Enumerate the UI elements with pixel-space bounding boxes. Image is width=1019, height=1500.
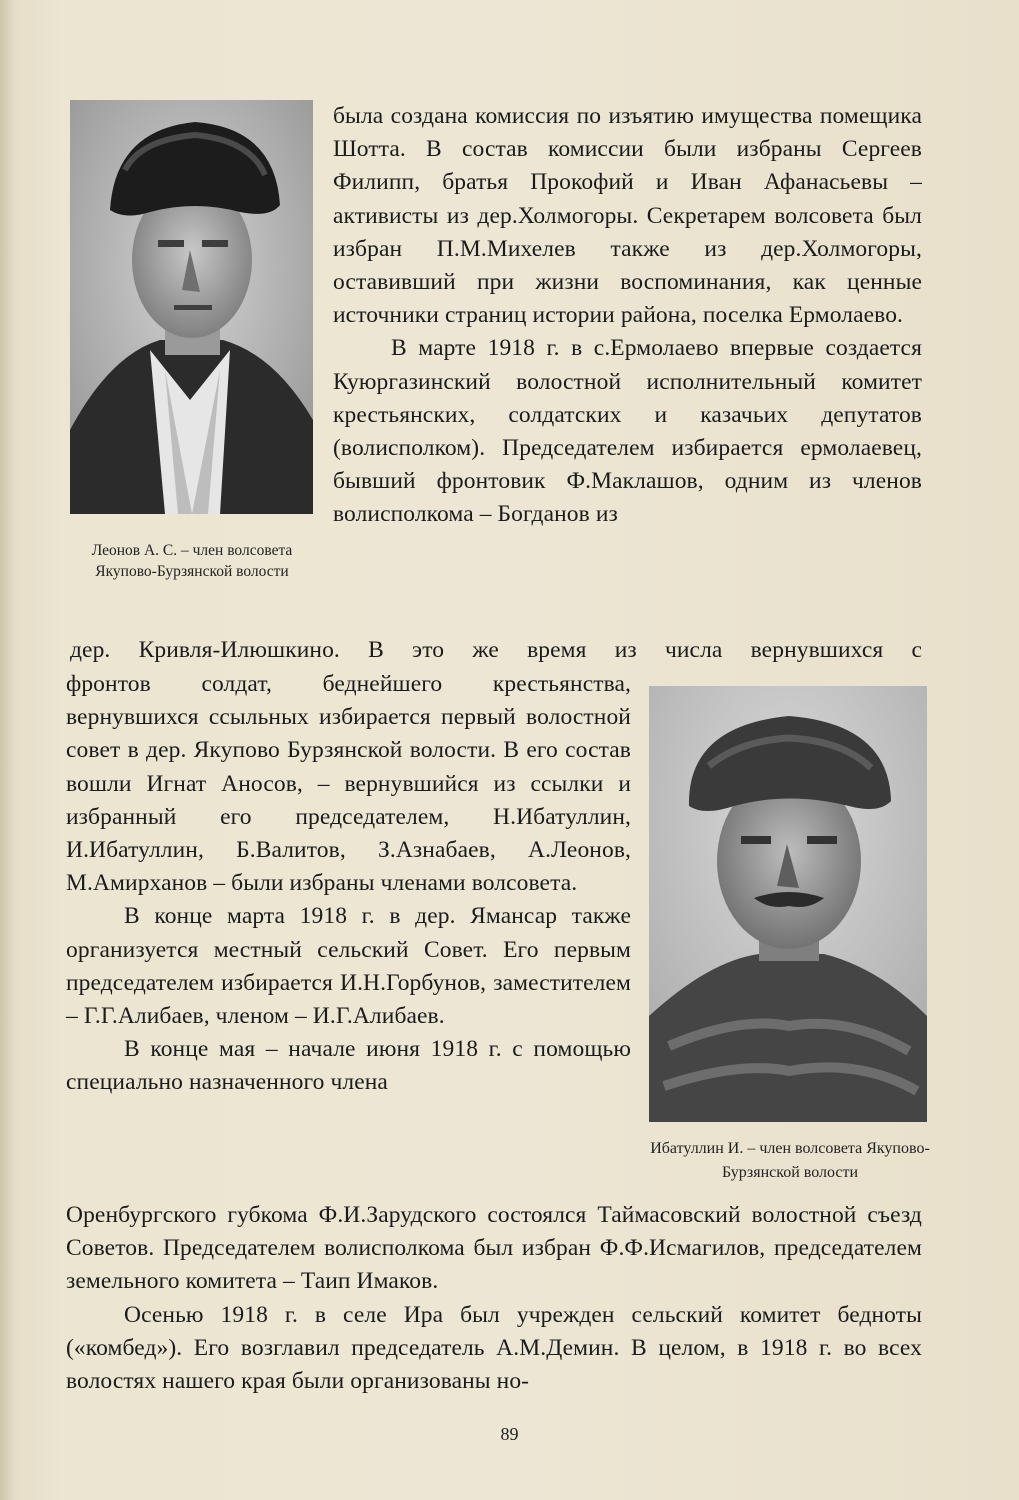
paragraph-2-continued: дер. Кривля-Илюшкино. В это же время из числа вернувшихся с	[70, 637, 922, 663]
ibatullin-photo-caption: Ибатуллин И. – член волсовета Якупово-Бурзянской волости	[650, 1140, 930, 1181]
paragraph-5: В конце мая – начале июня 1918 г. с помощью специально назначенного члена	[66, 1036, 631, 1096]
paragraph-4: В конце марта 1918 г. в дер. Ямансар также организуется местный сельский Совет. Его первым председателем избирается И.Н.Горбунов, заместителем – Г.Г.Алибаев, членом – И.Г.Алибаев.	[66, 903, 631, 1030]
ibatullin-portrait-photo	[649, 686, 927, 1122]
text-fullwidth-bottom	[66, 1199, 922, 1398]
paragraph-3: фронтов солдат, беднейшего крестьянства, вернувшихся ссыльных избирается первый волостной совет в дер. Якупово Бурзянской волости. В его состав вошли Игнат Аносов, – вернувшийся из ссылки и избранный его председателем, Н.Ибатуллин, И.Ибатуллин, Б.Валитов, З.Азнабаев, А.Леонов, М.Амирханов – были избраны членами волсовета.	[66, 671, 631, 897]
portrait-photo-man-in-cap-icon	[649, 686, 927, 1122]
page-binding-shadow	[0, 0, 16, 1500]
paragraph-6: Осенью 1918 г. в селе Ира был учрежден сельский комитет бедноты («комбед»). Его возглавил председатель А.М.Демин. В целом, в 1918 г. во всех волостях нашего края были организованы но-	[66, 1301, 922, 1395]
text-column-top	[333, 100, 922, 532]
leonov-portrait-photo	[70, 100, 313, 514]
paragraph-5-continued: Оренбургского губкома Ф.И.Зарудского состоялся Таймасовский волостной съезд Советов. Председателем волисполкома был избран Ф.Ф.Исмагилов, председателем земельного комитета – Таип Имаков.	[66, 1202, 922, 1295]
text-fullwidth-line-1	[70, 634, 922, 667]
text-column-left	[66, 668, 631, 1100]
leonov-photo-caption: Леонов А. С. – член волсовета Якупово-Бурзянской волости	[91, 542, 293, 580]
portrait-photo-elderly-man-in-fur-hat-icon	[70, 100, 313, 514]
paragraph-2: В марте 1918 г. в с.Ермолаево впервые создается Куюргазинский волостной исполнительный комитет крестьянских, солдатских и казачьих депутатов (волисполком). Председателем избирается ермолаевец, бывший фронтовик Ф.Маклашов, одним из членов волисполкома – Богданов из	[333, 335, 922, 528]
page-number: 89	[500, 1424, 519, 1444]
paragraph-1: была создана комиссия по изъятию имущества помещика Шотта. В состав комиссии были избраны Сергеев Филипп, братья Прокофий и Иван Афанасьевы – активисты из дер.Холмогоры. Секретарем волсовета был избран П.М.Михелев также из дер.Холмогоры, оставивший при жизни воспоминания, как ценные источники страниц истории района, поселка Ермолаево.	[333, 103, 922, 329]
